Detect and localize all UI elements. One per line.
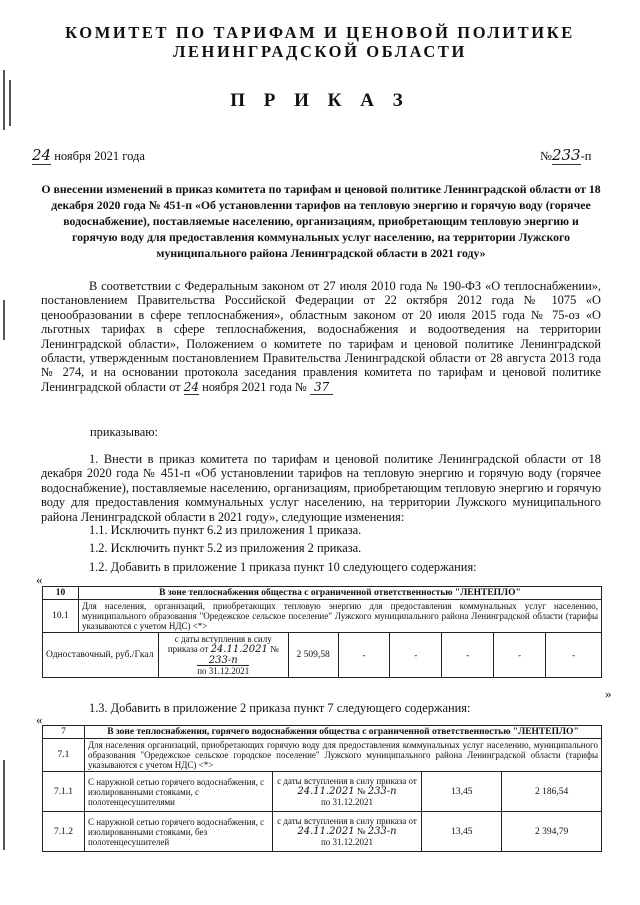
handwritten-date: 24.11.2021 (297, 786, 355, 797)
table-cell: Одноставочный, руб./Гкал (43, 633, 159, 678)
period-end: по 31.12.2021 (320, 837, 374, 847)
table-cell: - (494, 633, 546, 678)
period-end: по 31.12.2021 (320, 797, 374, 807)
table-cell: - (546, 633, 602, 678)
preamble-date-rest: ноября 2021 года № (202, 379, 307, 394)
item-1: 1. Внести в приказ комитета по тарифам и ценовой политике Ленинградской области от 18 декабря 2020 года № 451-п «Об установлении тарифов на тепловую энергию и горячую воду (горячее водоснабжение), поставляемые населению, организациям, приобретающим тепловую энергию и горячую воду для предоставления коммунальных услуг населению, на территории Лужского муниципального района Ленинградской области в 2021 году», следующие изменения: (41, 452, 601, 524)
table-cell: 10.1 (43, 600, 79, 633)
table-cell: 7.1.2 (43, 812, 85, 852)
table-cell: 10 (43, 587, 79, 600)
handwritten-number: 233-п (367, 826, 397, 837)
table-row (43, 739, 602, 772)
quote-open: « (36, 572, 43, 587)
table-cell: - (338, 633, 390, 678)
quote-close: » (605, 686, 612, 701)
table-cell: 7 (43, 726, 85, 739)
table-cell: 7.1.1 (43, 772, 85, 812)
tariff-table-hot-water (42, 725, 602, 852)
handwritten-day: 24 (183, 379, 199, 394)
preamble-text: В соответствии с Федеральным законом от 27 июля 2010 года № 190-ФЗ «О теплоснабжении», постановлением Правительства Российской Федерации от 22 октября 2012 года № 1075 «О ценообразовании в сфере теплоснабжения», областным законом от 20 июля 2015 года № 75-оз «О льготных тарифах в сфере теплоснабжения, водоснабжения и водоотведения на территории Ленинградской области», Положением о комитете по тарифам и ценовой политике Ленинградской области, утвержденным постановлением Правительства Ленинградской области от 28 августа 2013 года № 274, и на основании протокола заседания правления комитета по тарифам и ценовой политике Ленинградской области от (41, 279, 601, 394)
table-row (43, 772, 602, 812)
number-sign: № (356, 786, 366, 796)
quote-open: « (36, 712, 43, 727)
table-cell-period (272, 812, 422, 852)
table-cell: С наружной сетью горячего водоснабжения, с изолированными стояками, с полотенцесушителями (84, 772, 272, 812)
table-cell-value: 2 186,54 (502, 772, 602, 812)
table-cell-period (158, 633, 288, 678)
handwritten-date: 24.11.2021 (297, 826, 355, 837)
committee-name-line2: ЛЕНИНГРАДСКОЙ ОБЛАСТИ (173, 42, 467, 61)
table-cell-value: 13,45 (422, 772, 502, 812)
committee-name-line1: КОМИТЕТ ПО ТАРИФАМ И ЦЕНОВОЙ ПОЛИТИКЕ (65, 23, 575, 42)
table-cell: Для населения организаций, приобретающих горячую воду для предоставления коммунальных услуг населению, муниципального образования "Оредежское сельское городское поселение" Лужского муниципального района Ленинградской области (тарифы указываются с учетом НДС) <*> (84, 739, 601, 772)
margin-mark (3, 300, 5, 340)
number-sign: № (356, 826, 366, 836)
document-type: П Р И К А З (230, 90, 410, 111)
table-row (43, 812, 602, 852)
margin-mark (3, 760, 5, 850)
table-cell: Для населения, организаций, приобретающих тепловую энергию для предоставления коммунальных услуг населению, муниципального образования "Оредежское сельское поселение" Лужского муниципального района Ленинградской области (тарифы указываются с учетом НДС) <*> (78, 600, 601, 633)
item-1-3: 1.3. Добавить в приложение 2 приказа пункт 7 следующего содержания: (89, 701, 471, 715)
item-1-2-add: 1.2. Добавить в приложение 1 приказа пункт 10 следующего содержания: (89, 560, 477, 574)
order-word: приказываю: (90, 425, 158, 439)
table-row (43, 587, 602, 600)
table-row (43, 633, 602, 678)
period-text: с даты вступления в силу приказа от (277, 816, 417, 826)
table-cell-period (272, 772, 422, 812)
table-cell: С наружной сетью горячего водоснабжения, с изолированными стояками, без полотенцесушителей (84, 812, 272, 852)
table-cell-value: 2 509,58 (288, 633, 338, 678)
item-1-1: 1.1. Исключить пункт 6.2 из приложения 1 приказа. (89, 523, 362, 537)
table-cell: В зоне теплоснабжения, горячего водоснабжения общества с ограниченной ответственностью "ЛЕНТЕПЛО" (84, 726, 601, 739)
table-cell: 7.1 (43, 739, 85, 772)
table-row (43, 600, 602, 633)
document-date (32, 146, 145, 164)
preamble-paragraph (41, 279, 601, 394)
handwritten-number: 233-п (367, 786, 397, 797)
handwritten-number: 233 (551, 146, 581, 164)
tariff-table-heat (42, 586, 602, 678)
handwritten-protocol-number: 37 (310, 380, 333, 395)
table-cell-value: 2 394,79 (502, 812, 602, 852)
document-title: О внесении изменений в приказ комитета по тарифам и ценовой политике Ленинградской области от 18 декабря 2020 года № 451-п «Об установлении тарифов на тепловую энергию и горячую воду (горячее водоснабжение), поставляемые населению, организациям, приобретающим тепловую энергию и горячую воду для предоставления коммунальных услуг населению, на территории Лужского муниципального района Ленинградской области в 2021 году» (41, 182, 601, 260)
item-1-2: 1.2. Исключить пункт 5.2 из приложения 2 приказа. (89, 541, 362, 555)
table-row (43, 726, 602, 739)
period-text: с даты вступления в силу приказа от (277, 776, 417, 786)
handwritten-day: 24 (32, 146, 52, 164)
table-cell: - (442, 633, 494, 678)
handwritten-date: 24.11.2021 (210, 644, 268, 655)
table-cell: - (390, 633, 442, 678)
number-sign: № (540, 149, 552, 163)
period-end: по 31.12.2021 (197, 666, 250, 676)
period-text: с даты вступления в силу приказа от (167, 634, 272, 654)
number-suffix: -п (580, 149, 592, 163)
table-cell-value: 13,45 (422, 812, 502, 852)
date-rest: ноября 2021 года (54, 149, 145, 163)
document-number (540, 146, 591, 164)
number-sign: № (270, 644, 279, 654)
handwritten-number: 233-п (208, 655, 238, 666)
table-cell: В зоне теплоснабжения общества с ограниченной ответственностью "ЛЕНТЕПЛО" (78, 587, 601, 600)
